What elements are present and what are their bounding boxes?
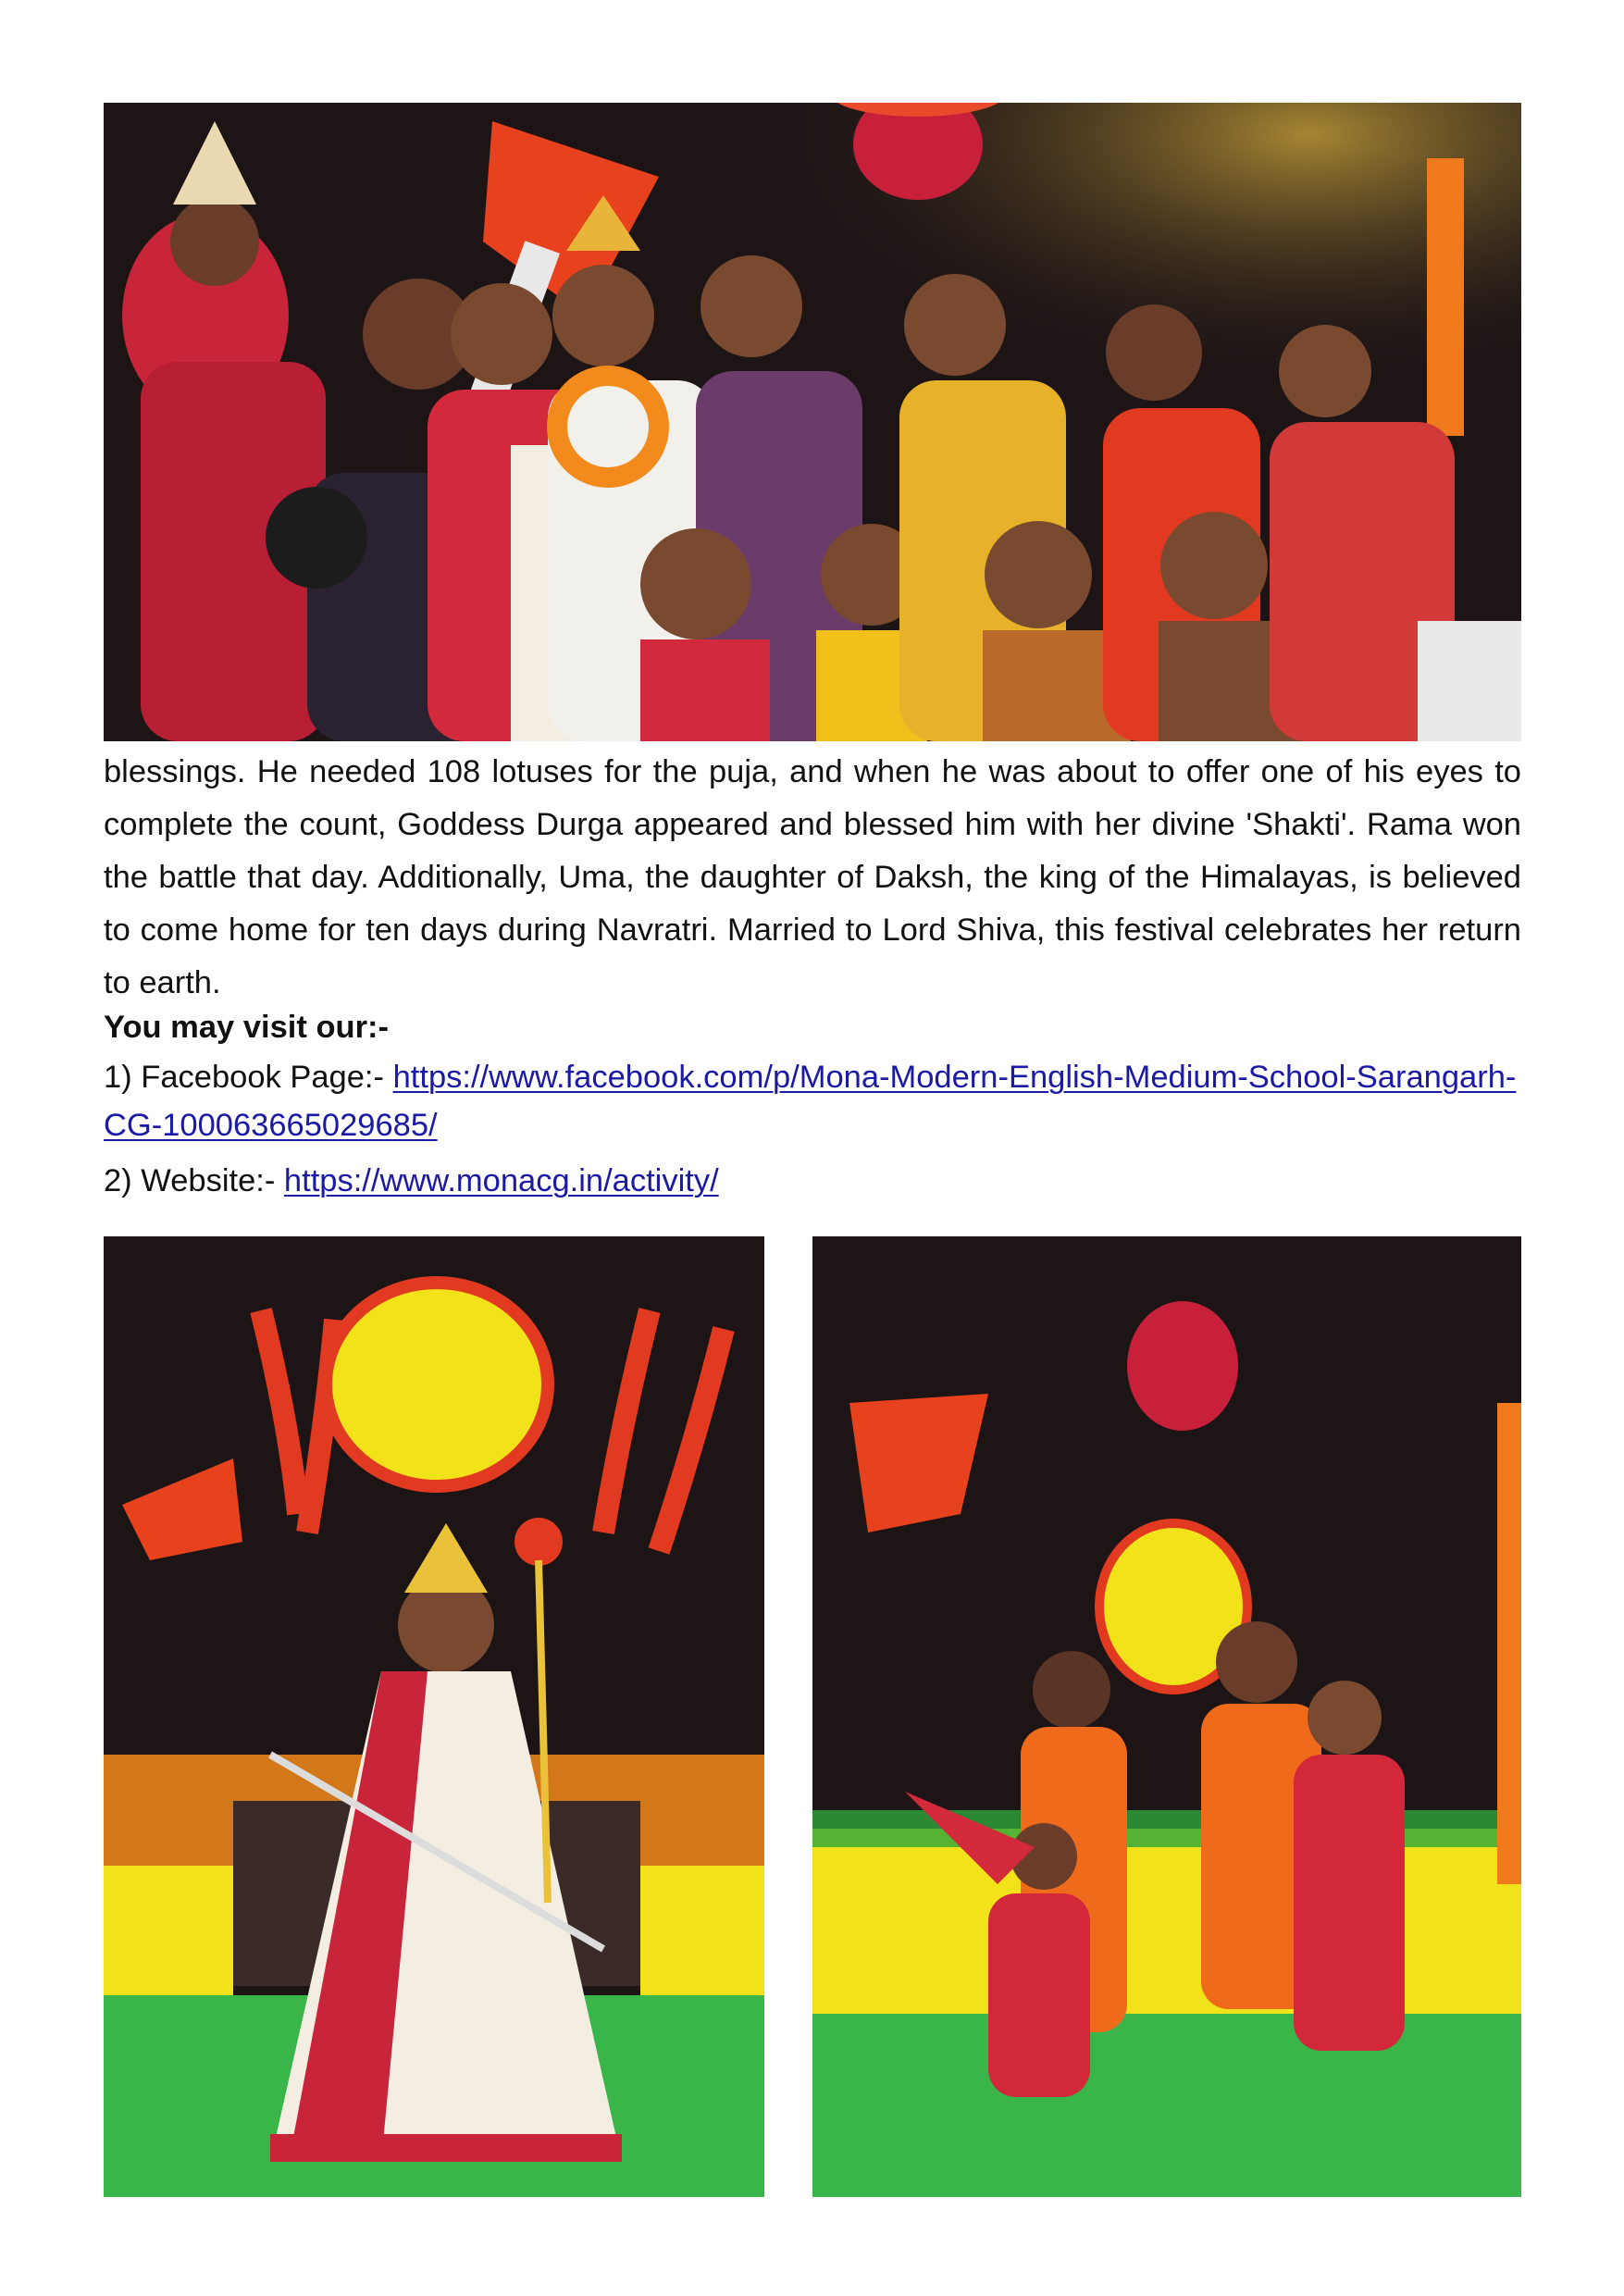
visit-heading: You may visit our:- [104,1010,389,1045]
facebook-label: 1) Facebook Page:- [104,1060,393,1095]
website-link[interactable]: https://www.monacg.in/activity/ [283,1163,719,1198]
group-costume-photo [104,103,1521,741]
ramayana-costume-photo [812,1236,1521,2197]
facebook-line [104,1053,1521,1149]
website-label: 2) Website:- [104,1163,284,1198]
story-paragraph: blessings. He needed 108 lotuses for the puja, and when he was about to offer one of his eyes to complete the count, Goddess Durga appeared and blessed him with her divine 'Shakti'. Rama won the battle that day. Additionally, Uma, the daughter of Daksh, the king of the Himalayas, is believed to come home for ten days during Navratri. Married to Lord Shiva, this festival celebrates her return to earth. [104,754,1521,1000]
durga-costume-photo [104,1236,764,2197]
facebook-link[interactable]: https://www.facebook.com/p/Mona-Modern-English-Medium-School-Sarangarh-CG-100063665029685/ [104,1060,1517,1143]
website-line [104,1157,1521,1205]
